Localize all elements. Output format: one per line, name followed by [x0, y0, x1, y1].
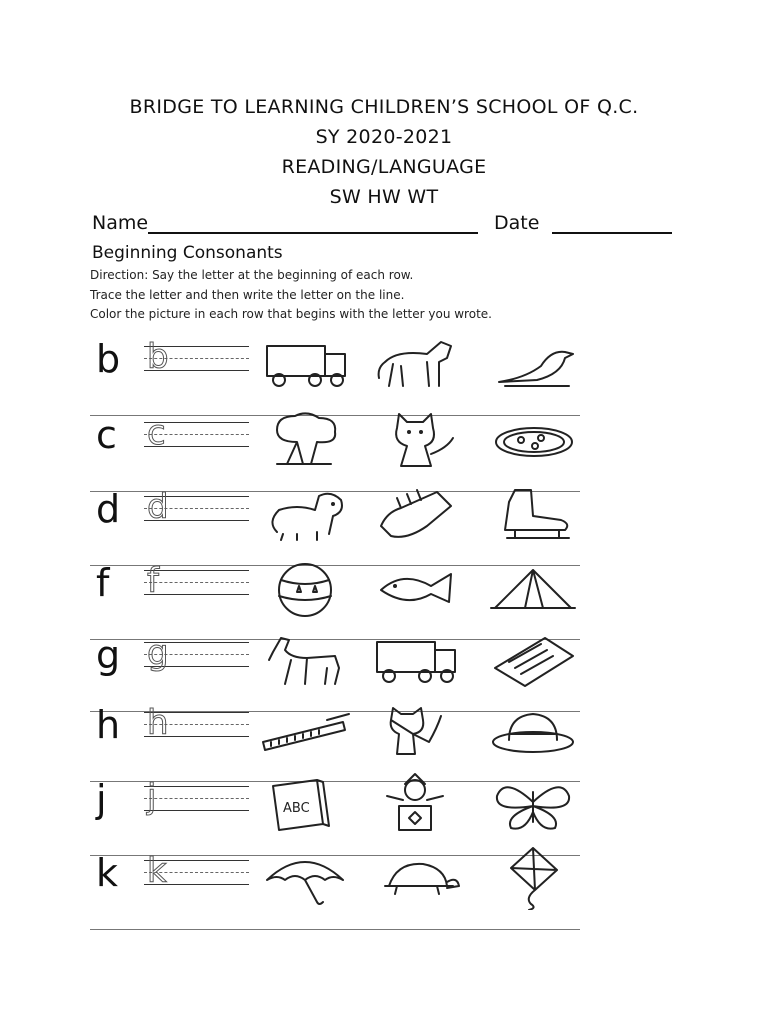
ball-icon[interactable] [256, 556, 354, 620]
trace-write-line[interactable] [144, 561, 249, 604]
letter-row-j [90, 777, 580, 856]
zipper-icon[interactable] [256, 698, 354, 762]
direction-line: Trace the letter and then write the letter on the line. [90, 288, 405, 302]
tree-icon[interactable] [256, 408, 354, 472]
trace-write-line[interactable] [144, 703, 249, 746]
row-letter: k [96, 851, 119, 895]
trace-write-line[interactable] [144, 337, 249, 380]
truck-icon[interactable] [366, 628, 464, 692]
butterfly-icon[interactable] [484, 772, 582, 836]
pizza-icon[interactable] [484, 408, 582, 472]
traceable-letter: j [147, 777, 157, 817]
traceable-letter: c [147, 413, 166, 453]
trace-write-line[interactable] [144, 851, 249, 894]
worksheet-title: Beginning Consonants [92, 243, 283, 263]
school-year: SY 2020-2021 [315, 126, 453, 148]
skate-icon[interactable] [484, 482, 582, 546]
kitten-icon[interactable] [366, 698, 464, 762]
dog-icon[interactable] [256, 482, 354, 546]
letter-row-c [90, 413, 580, 492]
turtle-icon[interactable] [366, 846, 464, 910]
traceable-letter: h [147, 703, 169, 743]
date-blank[interactable] [552, 232, 672, 234]
book-label: ABC [283, 801, 310, 816]
tent-icon[interactable] [484, 556, 582, 620]
row-divider [90, 929, 580, 930]
letter-row-h [90, 703, 580, 782]
letter-row-b [90, 337, 580, 416]
row-letter: j [96, 777, 107, 821]
name-blank[interactable] [148, 232, 478, 234]
jack-in-the-box-icon[interactable] [366, 772, 464, 836]
letter-row-k [90, 851, 580, 930]
trace-write-line[interactable] [144, 633, 249, 676]
newspaper-icon[interactable] [484, 628, 582, 692]
trace-write-line[interactable] [144, 487, 249, 530]
direction-line: Color the picture in each row that begins with the letter you wrote. [90, 307, 492, 321]
traceable-letter: f [147, 561, 159, 601]
traceable-letter: g [147, 633, 169, 673]
goat-icon[interactable] [256, 628, 354, 692]
kite-icon[interactable] [484, 846, 582, 910]
trace-write-line[interactable] [144, 413, 249, 456]
book-icon[interactable] [256, 772, 354, 836]
traceable-letter: k [147, 851, 167, 891]
truck-icon[interactable] [256, 332, 354, 396]
traceable-letter: b [147, 337, 169, 377]
trace-write-line[interactable] [144, 777, 249, 820]
glove-icon[interactable] [366, 482, 464, 546]
school-name: BRIDGE TO LEARNING CHILDREN’S SCHOOL OF Q.C. [129, 96, 639, 118]
traceable-letter: d [147, 487, 169, 527]
hat-icon[interactable] [484, 698, 582, 762]
direction-line: Direction: Say the letter at the beginning of each row. [90, 268, 414, 282]
row-letter: h [96, 703, 121, 747]
subject: READING/LANGUAGE [281, 156, 487, 178]
umbrella-icon[interactable] [256, 846, 354, 910]
row-letter: b [96, 337, 121, 381]
fish-icon[interactable] [366, 556, 464, 620]
row-letter: d [96, 487, 121, 531]
cat-icon[interactable] [366, 408, 464, 472]
row-letter: f [96, 561, 110, 605]
bird-icon[interactable] [484, 332, 582, 396]
horse-icon[interactable] [366, 332, 464, 396]
date-label: Date [494, 212, 540, 234]
name-label: Name [92, 212, 149, 234]
row-letter: c [96, 413, 117, 457]
letter-row-d [90, 487, 580, 566]
row-letter: g [96, 633, 121, 677]
work-codes: SW HW WT [329, 186, 439, 208]
